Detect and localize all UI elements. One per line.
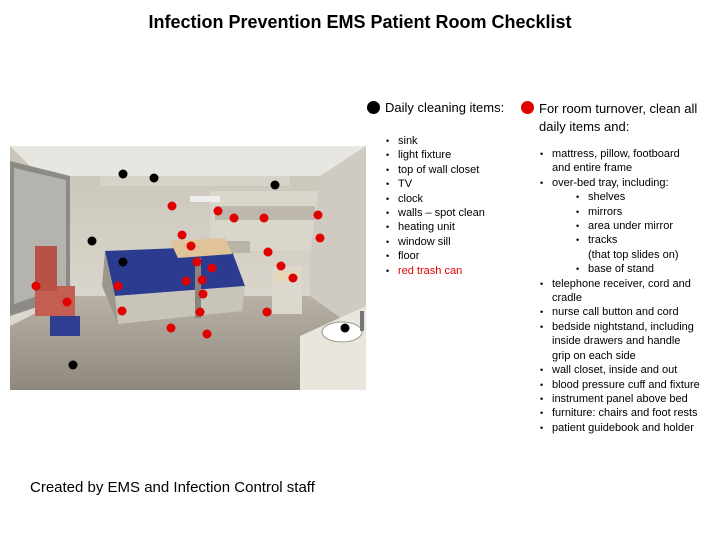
marker-black xyxy=(119,258,128,267)
turnover-item-telephone: • telephone receiver, cord and cradle xyxy=(540,277,691,305)
turnover-item-tray: • over-bed tray, including: • shelves • mirrors • area under mirror • tracks (that top slides on) • base of stand xyxy=(540,176,718,277)
daily-legend-label: Daily cleaning items: xyxy=(385,100,505,115)
marker-red xyxy=(118,307,127,316)
tray-sub-item: • base of stand xyxy=(576,263,655,276)
daily-item: • light fixture xyxy=(386,149,452,162)
footer-credit: Created by EMS and Infection Control staff xyxy=(30,479,315,496)
marker-red xyxy=(187,242,196,251)
marker-red xyxy=(199,290,208,299)
marker-black xyxy=(271,181,280,190)
marker-red xyxy=(32,282,41,291)
turnover-item-mattress: • mattress, pillow, footboard and entire frame xyxy=(540,148,680,175)
marker-black xyxy=(69,361,78,370)
marker-red xyxy=(196,308,205,317)
daily-item: • window sill xyxy=(386,235,451,248)
marker-black xyxy=(341,324,350,333)
marker-red xyxy=(260,214,269,223)
marker-red xyxy=(230,214,239,223)
turnover-item-nurse-call: • nurse call button and cord xyxy=(540,306,679,319)
marker-black xyxy=(88,237,97,246)
marker-red xyxy=(316,234,325,243)
turnover-legend-dot xyxy=(521,101,534,114)
marker-red xyxy=(63,298,72,307)
marker-red xyxy=(182,277,191,286)
marker-black xyxy=(150,174,159,183)
tray-sub-item: • mirrors xyxy=(576,205,623,218)
tray-sub-item: • shelves xyxy=(576,191,626,204)
turnover-item-nightstand: • bedside nightstand, including inside drawers and handle grip on each side xyxy=(540,320,694,362)
marker-red xyxy=(264,248,273,257)
daily-items-list xyxy=(386,134,485,278)
page-title: Infection Prevention EMS Patient Room Checklist xyxy=(148,12,572,32)
daily-item: • top of wall closet xyxy=(386,163,480,176)
daily-item: • sink xyxy=(386,135,418,147)
marker-red xyxy=(114,282,123,291)
daily-item: • heating unit xyxy=(386,221,455,234)
tray-sub-list xyxy=(552,190,718,276)
turnover-items-list xyxy=(540,147,718,435)
daily-legend-dot xyxy=(367,101,380,114)
marker-red xyxy=(289,274,298,283)
marker-red xyxy=(178,231,187,240)
turnover-item-bp: • blood pressure cuff and fixture xyxy=(540,378,700,391)
marker-red xyxy=(167,324,176,333)
marker-red xyxy=(193,258,202,267)
turnover-item-wall-closet: • wall closet, inside and out xyxy=(540,364,678,377)
daily-item-red-trash-can: • red trash can xyxy=(386,264,463,277)
turnover-item-guidebook: • patient guidebook and holder xyxy=(540,421,694,434)
marker-red xyxy=(214,207,223,216)
daily-item: • walls – spot clean xyxy=(386,207,485,220)
marker-red xyxy=(263,308,272,317)
tray-sub-item: • tracks (that top slides on) xyxy=(576,234,679,261)
marker-red xyxy=(168,202,177,211)
room-illustration xyxy=(10,146,366,390)
marker-black xyxy=(119,170,128,179)
turnover-item-furniture: • furniture: chairs and foot rests xyxy=(540,407,698,420)
daily-item: • floor xyxy=(386,250,420,263)
room-photo xyxy=(10,146,366,390)
daily-item: • TV xyxy=(386,178,413,191)
marker-red xyxy=(277,262,286,271)
tray-sub-item: • area under mirror xyxy=(576,220,673,233)
marker-red xyxy=(198,276,207,285)
marker-red xyxy=(203,330,212,339)
turnover-item-panel: • instrument panel above bed xyxy=(540,392,688,405)
daily-item: • clock xyxy=(386,192,424,205)
marker-red xyxy=(314,211,323,220)
marker-red xyxy=(208,264,217,273)
turnover-legend-label: For room turnover, clean all daily items and: xyxy=(539,101,698,134)
